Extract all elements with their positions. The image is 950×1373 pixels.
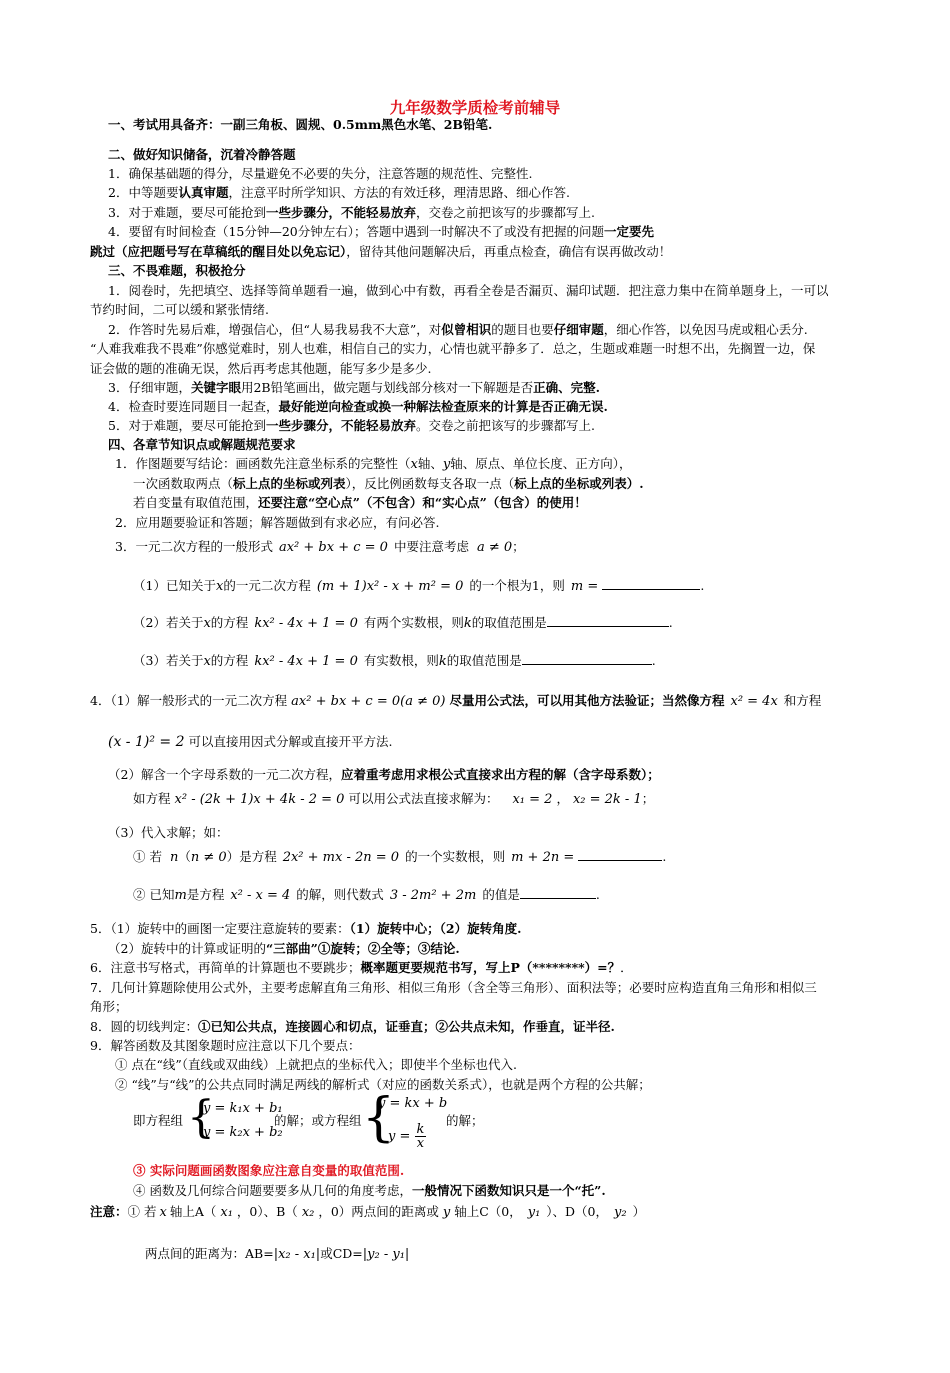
point-9-4: ④ 函数及几何综合问题要要多从几何的角度考虑，一般情况下函数知识只是一个“托”. (133, 1183, 606, 1198)
s3-item-1: 1．阅卷时，先把填空、选择等简单题看一遍，做到心中有数，再看全卷是否漏页、漏印试题．把注意力集中在简单题身上，一可以 (108, 283, 829, 298)
note-line: 注意：① 若 x 轴上A（ x₁ ，0）、B（ x₂ ，0）两点间的距离或 y 轴上C（0， y₁ ）、D（0， y₂ ） (90, 1204, 646, 1220)
question-1: （1）已知关于x的一元二次方程 (m + 1)x² - x + m² = 0 的一个根为1，则 m = . (133, 578, 705, 594)
fraction-k-over-x: $\frac{k}{x}$ (416, 1122, 425, 1151)
s3-item-1-cont: 节约时间，二可以缓和紧张情绪. (90, 302, 269, 317)
system-1-eq2: y = k₂x + b₂ (203, 1125, 283, 1140)
s2-item-2: 2．中等题要认真审题，注意平时所学知识、方法的有效迁移，理清思路、细心作答. (108, 185, 570, 200)
point-7-cont: 角形； (90, 999, 128, 1014)
answer-blank-5[interactable] (520, 886, 596, 899)
answer-blank-1[interactable] (602, 577, 700, 590)
page-title: 九年级数学质检考前辅导 (389, 99, 561, 117)
system-1-eq1: y = k₁x + b₁ (203, 1101, 283, 1116)
section-4-heading: 四、各章节知识点或解题规范要求 (108, 437, 296, 452)
point-9-2: ② “线”与“线”的公共点同时满足两线的解析式（对应的函数关系式），也就是两个方程的公共解； (115, 1077, 651, 1092)
section-2-heading: 二、做好知识储备，沉着冷静答题 (108, 147, 296, 162)
point-4-1-cont: (x - 1)² = 2 可以直接用因式分解或直接开平方法. (108, 734, 393, 750)
s4-item-3: 3．一元二次方程的一般形式 ax² + bx + c = 0 中要注意考虑 a ≠ 0； (115, 539, 525, 555)
question-2: （2）若关于x的方程 kx² - 4x + 1 = 0 有两个实数根，则k的取值范围是 . (133, 615, 673, 631)
brace-1: { (187, 1092, 215, 1143)
point-4-2: （2）解含一个字母系数的一元二次方程，应着重考虑用求根公式直接求出方程的解（含字母系数）； (108, 767, 660, 782)
s4-item-1-line3: 若自变量有取值范围，还要注意“空心点”（不包含）和“实心点”（包含）的使用！ (133, 495, 587, 510)
s4-item-1: 1．作图题要写结论：画函数先注意坐标系的完整性（x轴、y轴、原点、单位长度、正方向）， (115, 456, 632, 472)
point-4-3: （3）代入求解；如： (108, 825, 229, 840)
system-2-eq2: y = $\frac{k}{x}$ (388, 1122, 425, 1151)
s3-item-5: 5．对于难题，要尽可能抢到一些步骤分，不能轻易放弃。交卷之前把该写的步骤都写上. (108, 418, 595, 433)
distance-formula: 两点间的距离为：AB=|x₂ - x₁|或CD=|y₂ - y₁| (145, 1246, 410, 1262)
answer-blank-2[interactable] (547, 614, 669, 627)
s3-item-4: 4．检查时要连同题目一起查，最好能逆向检查或换一种解法检查原来的计算是否正确无误. (108, 399, 608, 414)
point-8: 8．圆的切线判定：①已知公共点，连接圆心和切点，证垂直；②公共点未知，作垂直，证半径. (90, 1019, 615, 1034)
s2-item-4-cont: 跳过（应把题号写在草稿纸的醒目处以免忘记），留待其他问题解决后，再重点检查，确信有误再做改动！ (90, 244, 672, 259)
point-4-3-2: ② 已知m是方程 x² - x = 4 的解，则代数式 3 - 2m² + 2m 的值是 . (133, 887, 600, 903)
answer-blank-4[interactable] (578, 848, 662, 861)
point-7: 7．几何计算题除使用公式外，主要考虑解直角三角形、相似三角形（含全等三角形）、面积法等；必要时应构造直角三角形和相似三 (90, 980, 817, 995)
s2-item-1: 1．确保基础题的得分，尽量避免不必要的失分，注意答题的规范性、完整性. (108, 166, 533, 181)
point-5-2: （2）旋转中的计算或证明的“三部曲”①旋转；②全等；③结论. (108, 941, 460, 956)
s2-item-3: 3．对于难题，要尽可能抢到一些步骤分，不能轻易放弃，交卷之前把该写的步骤都写上. (108, 205, 595, 220)
brace-2: { (362, 1088, 396, 1148)
section-1-tools: 一、考试用具备齐：一副三角板、圆规、0.5mm黑色水笔、2B铅笔. (108, 117, 493, 132)
point-4-2-example: 如方程 x² - (2k + 1)x + 4k - 2 = 0 可以用公式法直接求解为： x₁ = 2 ， x₂ = 2k - 1； (133, 791, 655, 807)
s3-item-2-cont: “人难我难我不畏难”你感觉难时，别人也难，相信自己的实力，心情也就平静多了．总之，生题或难题一时想不出，先搁置一边，保 (90, 341, 816, 356)
system-label-3: 的解； (446, 1113, 484, 1128)
system-label-1: 即方程组 (133, 1113, 184, 1128)
point-9: 9．解答函数及其图象题时应注意以下几个要点： (90, 1038, 361, 1053)
s2-item-4: 4．要留有时间检查（15分钟—20分钟左右）；答题中遇到一时解决不了或没有把握的问题一定要先 (108, 224, 655, 239)
point-5-1: 5．（1）旋转中的画图一定要注意旋转的要素：（1）旋转中心；（2）旋转角度. (90, 921, 522, 936)
s4-item-2: 2．应用题要验证和答题；解答题做到有求必应，有问必答. (115, 515, 440, 530)
s4-item-1-line2: 一次函数取两点（标上点的坐标或列表），反比例函数每支各取一点（标上点的坐标或列表）. (133, 476, 644, 491)
point-6: 6．注意书写格式，再简单的计算题也不要跳步；概率题更要规范书写，写上P（********）=？． (90, 960, 633, 975)
point-9-3: ③ 实际问题画函数图象应注意自变量的取值范围. (133, 1163, 405, 1178)
system-label-2: 的解；或方程组 (274, 1113, 362, 1128)
s3-item-2: 2．作答时先易后难，增强信心，但“人易我易我不大意”，对似曾相识的题目也要仔细审题，细心作答，以免因马虎或粗心丢分. (108, 322, 808, 337)
point-4-1: 4．（1）解一般形式的一元二次方程 ax² + bx + c = 0(a ≠ 0) 尽量用公式法，可以用其他方法验证；当然像方程 x² = 4x 和方程 (90, 693, 822, 709)
system-2-eq1: y = kx + b (378, 1096, 448, 1111)
section-3-heading: 三、不畏难题，积极抢分 (108, 263, 246, 278)
point-4-3-1: ① 若 n（n ≠ 0）是方程 2x² + mx - 2n = 0 的一个实数根，则 m + 2n = . (133, 849, 667, 865)
answer-blank-3[interactable] (522, 652, 652, 665)
question-3: （3）若关于x的方程 kx² - 4x + 1 = 0 有实数根，则k的取值范围是 . (133, 653, 656, 669)
s3-item-2-cont2: 证会做的题的准确无误，然后再考虑其他题，能写多少是多少. (90, 361, 432, 376)
point-9-1: ① 点在“线”（直线或双曲线）上就把点的坐标代入；即使半个坐标也代入. (115, 1057, 517, 1072)
s3-item-3: 3．仔细审题，关键字眼用2B铅笔画出，做完题与划线部分核对一下解题是否正确、完整. (108, 380, 600, 395)
